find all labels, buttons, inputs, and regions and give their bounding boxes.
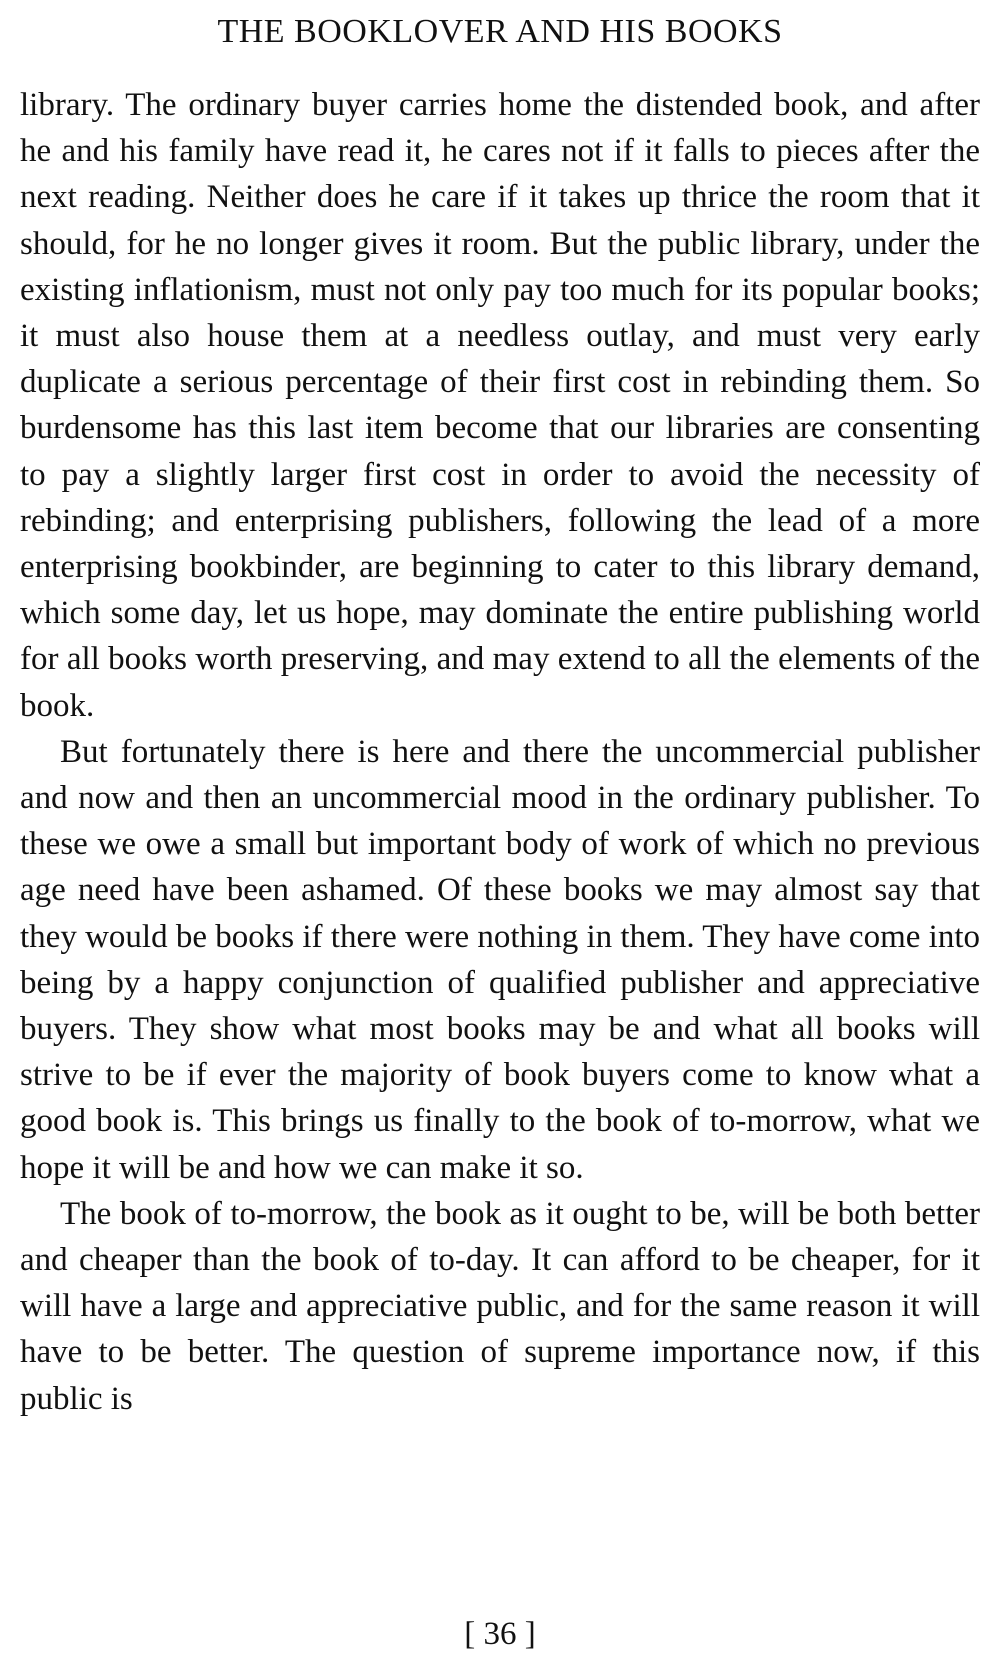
running-head: THE BOOKLOVER AND HIS BOOKS xyxy=(217,13,783,50)
book-page xyxy=(20,0,980,1672)
page-number: [ 36 ] xyxy=(464,1616,536,1652)
body-text xyxy=(20,82,980,1422)
paragraph-continued: library. The ordinary buyer carries home the distended book, and after he and his family have read it, he cares not if it falls to pieces after the next reading. Neither does he care if it takes up thrice the room that it should, for he no longer gives it room. But the public library, under the existing inflationism, must not only pay too much for its popular books; it must also house them at a needless outlay, and must very early duplicate a serious percentage of their first cost in rebinding them. So burdensome has this last item become that our libraries are consenting to pay a slightly larger first cost in order to avoid the necessity of rebinding; and enterprising publishers, following the lead of a more enterprising bookbinder, are beginning to cater to this library demand, which some day, let us hope, may dominate the entire publishing world for all books worth preserving, and may extend to all the elements of the book. xyxy=(20,87,980,724)
paragraph: But fortunately there is here and there the uncommercial publisher and now and then an uncommercial mood in the ordinary publisher. To these we owe a small but important body of work of which no previous age need have been ashamed. Of these books we may almost say that they would be books if there were nothing in them. They have come into being by a happy conjunction of qualified publisher and appreciative buyers. They show what most books may be and what all books will strive to be if ever the majority of book buyers come to know what a good book is. This brings us finally to the book of to-morrow, what we hope it will be and how we can make it so. xyxy=(20,733,980,1186)
paragraph: The book of to-morrow, the book as it ought to be, will be both better and cheaper than the book of to-day. It can afford to be cheaper, for it will have a large and appreciative public, and for the same reason it will have to be better. The question of supreme importance now, if this public is xyxy=(20,1195,980,1417)
